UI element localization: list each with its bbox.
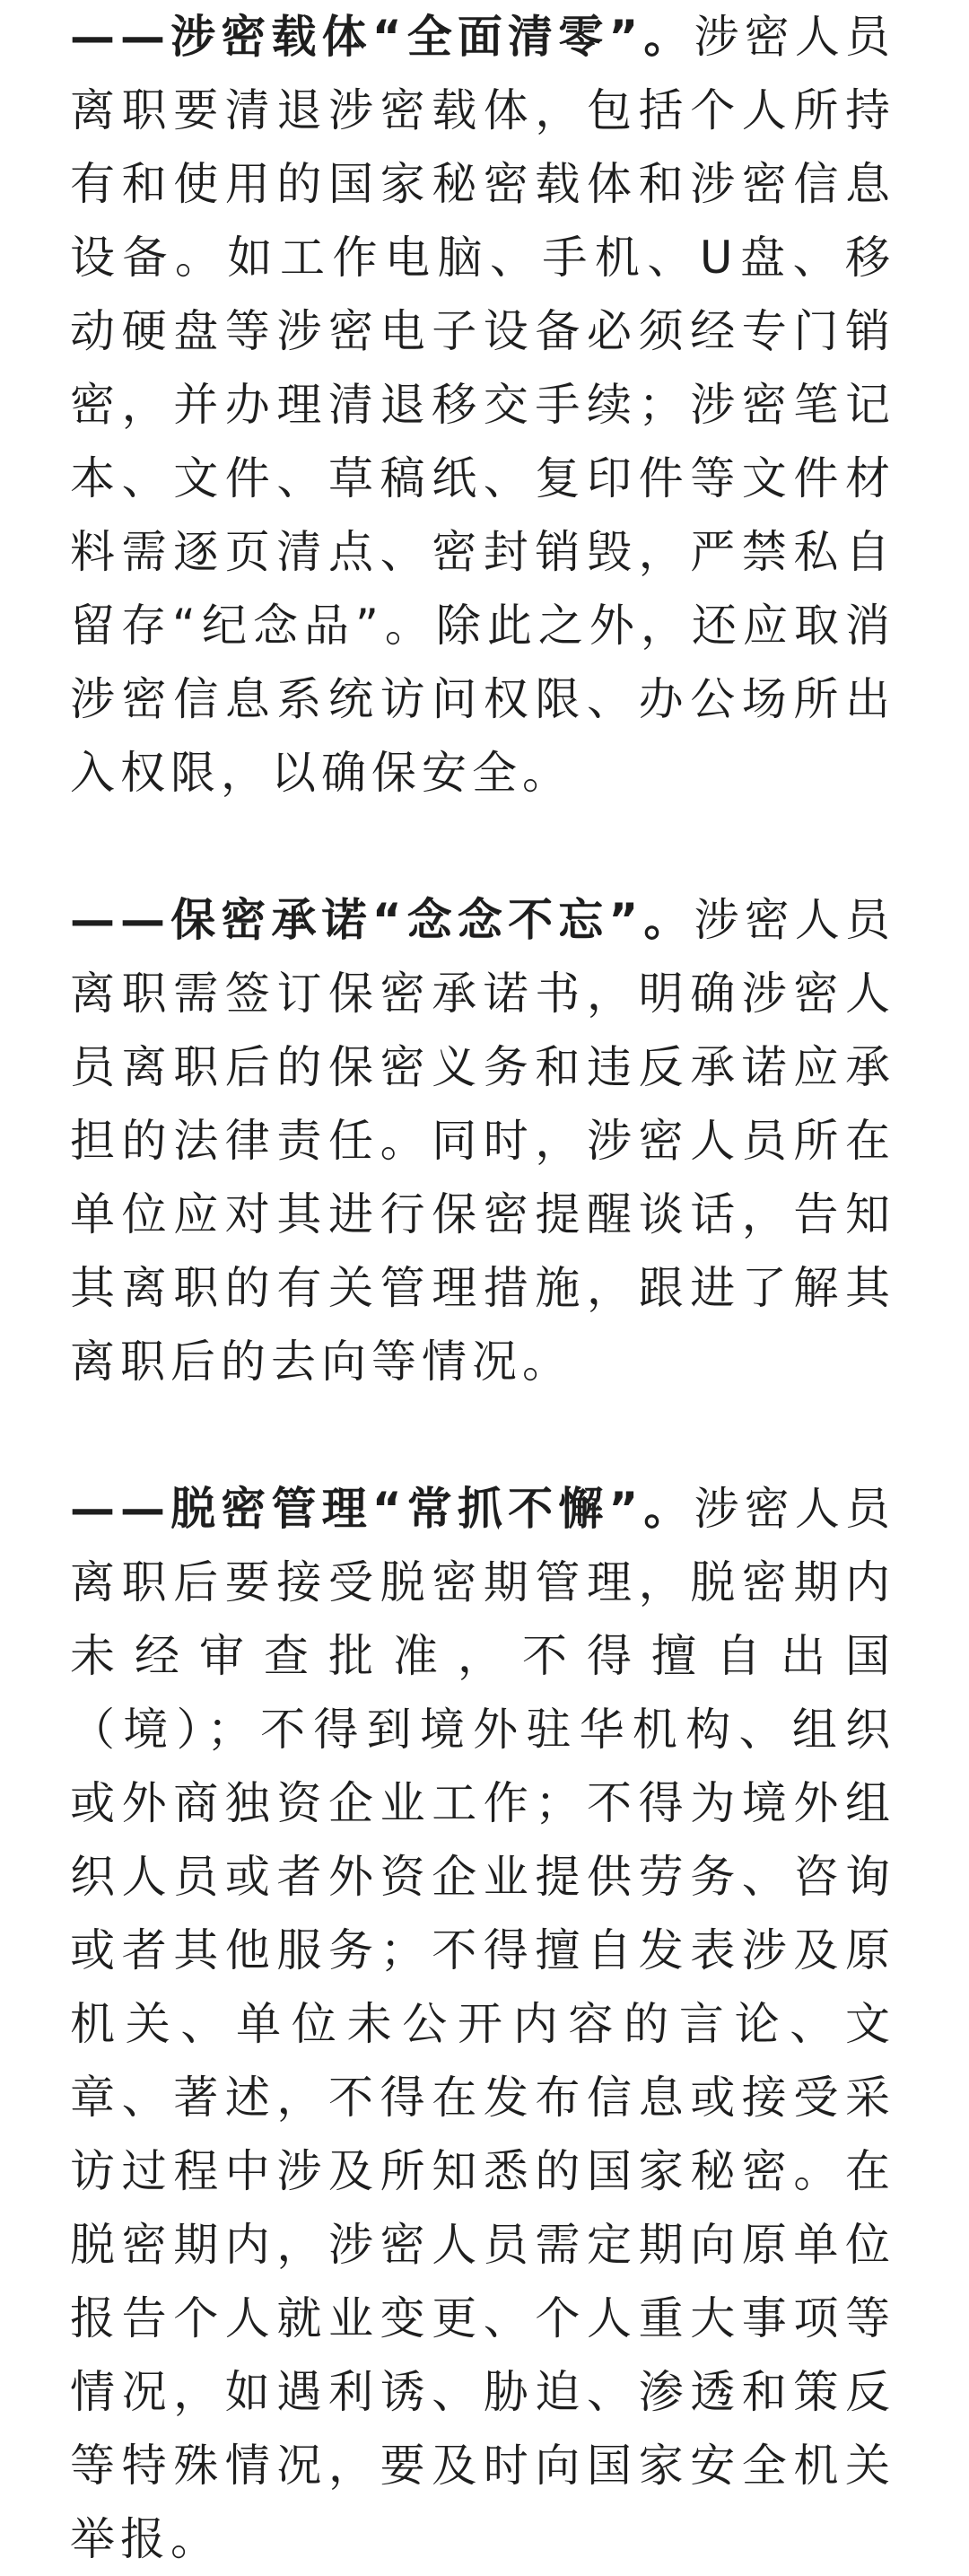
paragraph-text: 涉密人员离职要清退涉密载体，包括个人所持有和使用的国家秘密载体和涉密信息设备。如工作电脑、手机、U盘、移动硬盘等涉密电子设备必须经专门销密，并办理清退移交手续；涉密笔记本、文件、草稿纸、复印件等文件材料需逐页清点、密封销毁，严禁私自留存“纪念品”。除此之外，还应取消涉密信息系统访问权限、办公场所出入权限，以确保安全。 bbox=[70, 11, 895, 799]
paragraph-carrier-clearance bbox=[70, 0, 895, 810]
paragraph-heading: ——涉密载体“全面清零”。 bbox=[70, 11, 694, 63]
paragraph-heading: ——脱密管理“常抓不懈”。 bbox=[70, 1483, 694, 1535]
paragraph-text: 涉密人员离职后要接受脱密期管理，脱密期内未经审查批准，不得擅自出国（境）；不得到境外驻华机构、组织或外商独资企业工作；不得为境外组织人员或者外资企业提供劳务、咨询或者其他服务；不得擅自发表涉及原机关、单位未公开内容的言论、文章、著述，不得在发布信息或接受采访过程中涉及所知悉的国家秘密。在脱密期内，涉密人员需定期向原单位报告个人就业变更、个人重大事项等情况，如遇利诱、胁迫、渗透和策反等特殊情况，要及时向国家安全机关举报。 bbox=[70, 1483, 895, 2565]
paragraph-heading: ——保密承诺“念念不忘”。 bbox=[70, 894, 694, 946]
paragraph-confidentiality-commitment bbox=[70, 883, 895, 1398]
paragraph-text: 涉密人员离职需签订保密承诺书，明确涉密人员离职后的保密义务和违反承诺应承担的法律责任。同时，涉密人员所在单位应对其进行保密提醒谈话，告知其离职的有关管理措施，跟进了解其离职后的去向等情况。 bbox=[70, 894, 895, 1388]
article-body bbox=[70, 0, 895, 2576]
paragraph-declassification-management bbox=[70, 1472, 895, 2576]
